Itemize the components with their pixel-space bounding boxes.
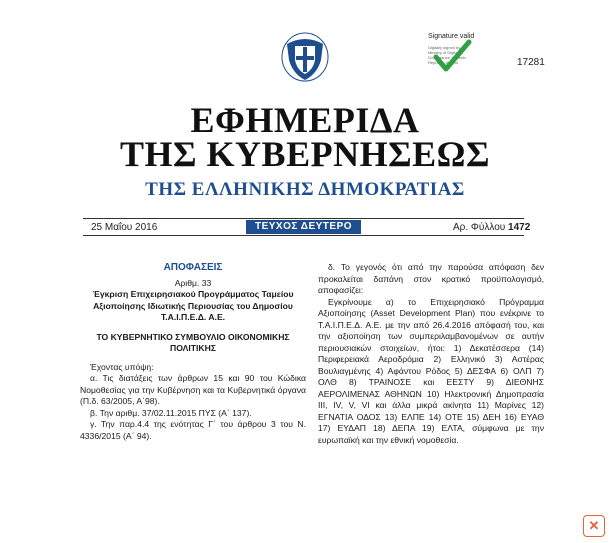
issue-label: ΤΕΥΧΟΣ ΔΕΥΤΕΡΟ [246,220,361,234]
signature-status: Signature valid [428,33,475,40]
greek-coat-of-arms-icon [281,30,329,82]
considering-intro: Έχοντας υπόψη: [90,361,154,372]
signature-line: Digitally signed by [428,45,461,50]
considering-item-a: α. Τις διατάξεις των άρθρων 15 και 90 του Κώδικα Νομοθεσίας για την Κυβέρνηση και τα Κυβερνητικά όργανα (Π.δ. 63/2005, Α΄98). [80,373,306,406]
approval-text: Εγκρίνουμε α) το Επιχειρησιακό Πρόγραμμα Αξιοποίησης (Asset Development Plan) που ενέκρινε το Τ.Α.Ι.Π.Ε.Δ. Α.Ε. με την από 26.4.2016 απόφασή του, και την αξιοποίηση των συμπεριλαμβανομένων σε αυτήν περιουσιακών στοιχείων, ήτοι: 1) Δεκατέσσερα (14) Περιφερειακά Αεροδρόμια 2) Ελληνικό 3) Αστέρας Βουλιαγμένης 4) Αφάντου Ρόδος 5) ΔΕΣΦΑ 6) ΟΛΠ 7) ΟΛΘ 8) ΤΡΑΙΝΟΣΕ και ΕΕΣΤΥ 9) ΔΙΕΘΝΗΣ ΑΕΡΟΛΙΜΕΝΑΣ ΑΘΗΝΩΝ 10) Ηλεκτρονική Δημοπρασία III, IV, V, VI και άλλα μικρά ακίνητα 11) Μαρίνες 12) ΕΓΝΑΤΙΑ ΟΔΟΣ 13) ΕΛΠΕ 14) ΟΤΕ 15) ΔΕΗ 16) ΕΥΑΘ 17) ΕΥΔΑΠ 18) ΔΕΠΑ 19) ΕΛΤΑ, σύμφωνα με την ευρωπαϊκή και την εθνική νομοθεσία. [318,296,544,445]
considering-item-d: δ. Το γεγονός ότι από την παρούσα απόφαση δεν προκαλείται δαπάνη στον κρατικό προϋπολογισμό, αποφασίζει: [318,262,544,295]
close-button[interactable]: ✕ [583,515,605,537]
gazette-title-line1: ΕΦΗΜΕΡΙΔΑ [190,100,420,140]
decision-title: Έγκριση Επιχειρησιακού Προγράμματος Ταμείου Αξιοποίησης Ιδιωτικής Περιουσίας του Δημοσίου Τ.Α.Ι.Π.Ε.Δ. Α.Ε. [92,289,294,322]
sheet-label: Αρ. Φύλλου [453,222,506,233]
gazette-title-line2: ΤΗΣ ΚΥΒΕΡΝΗΣΕΩΣ [120,134,490,174]
issue-bar-bottom-divider [83,235,524,236]
checkmark-icon [432,39,472,73]
gazette-subtitle: ΤΗΣ ΕΛΛΗΝΙΚΗΣ ΔΗΜΟΚΡΑΤΙΑΣ [145,179,465,200]
issue-bar-top-divider [83,218,524,219]
sheet-number [453,222,530,233]
issue-date: 25 Μαΐου 2016 [91,222,158,233]
considering-item-c: γ. Την παρ.4.4 της ενότητας Γ΄ του άρθρου 3 του Ν. 4336/2015 (Α΄ 94). [80,419,306,441]
signature-line: Governance, Hellenic [428,55,467,60]
signature-line: Ministry of Digital [428,50,459,55]
sheet-value: 1472 [508,222,531,233]
decision-number: Αριθμ. 33 [174,277,212,288]
document-number: 17281 [517,57,545,68]
right-column [318,262,544,446]
issuing-authority: ΤΟ ΚΥΒΕΡΝΗΤΙΚΟ ΣΥΜΒΟΥΛΙΟ ΟΙΚΟΝΟΜΙΚΗΣ ΠΟΛΙΤΙΚΗΣ [96,331,290,353]
signature-line: Republic. Athens [428,60,459,65]
signature-stamp[interactable] [428,33,490,79]
considering-item-b: β. Την αριθμ. 37/02.11.2015 ΠΥΣ (Α΄ 137). [90,407,252,418]
section-heading: ΑΠΟΦΑΣΕΙΣ [163,262,223,273]
left-column [80,262,306,442]
